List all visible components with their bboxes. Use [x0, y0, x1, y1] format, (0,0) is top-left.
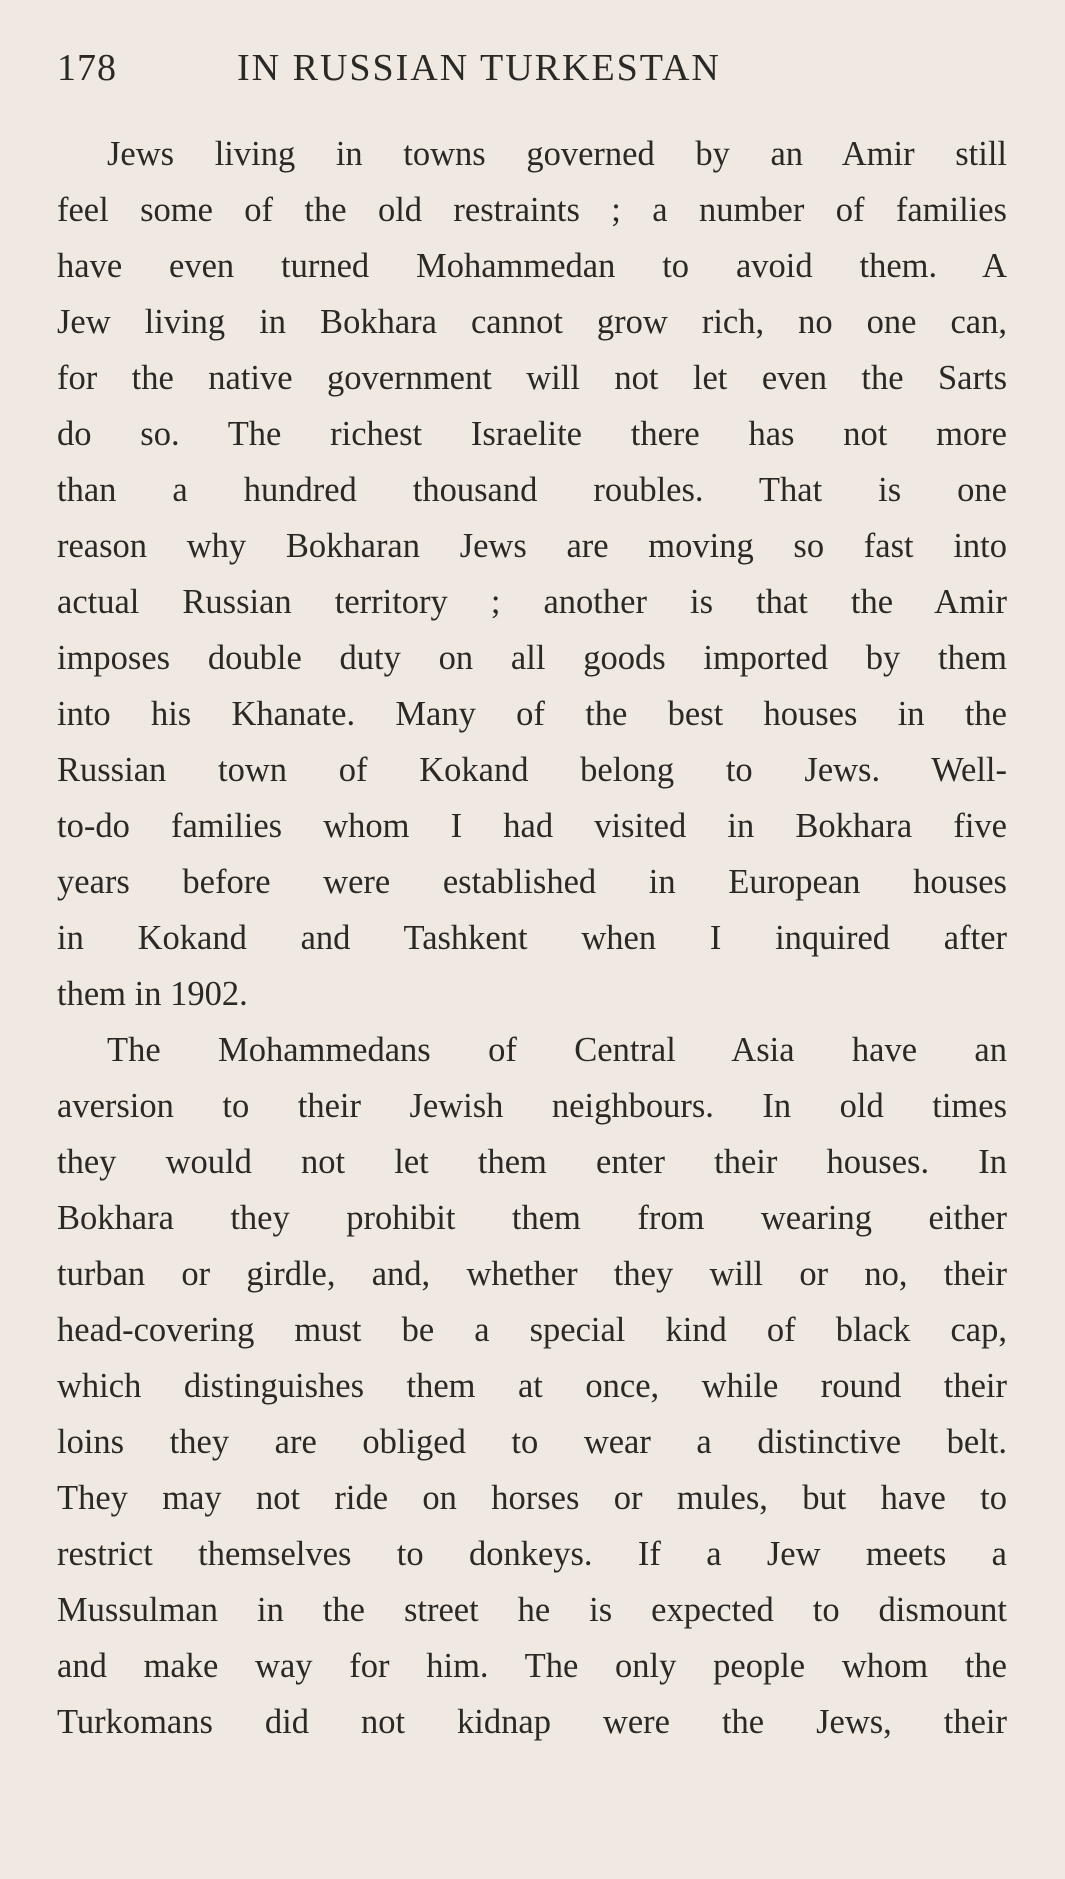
text-line: restrict themselves to donkeys. If a Jew meets a [57, 1535, 1007, 1573]
text-line: do so. The richest Israelite there has not more [57, 415, 1007, 453]
text-line: The Mohammedans of Central Asia have an [107, 1031, 1007, 1069]
text-line: which distinguishes them at once, while round their [57, 1367, 1007, 1405]
page-number: 178 [57, 47, 117, 89]
text-line: and make way for him. The only people whom the [57, 1647, 1007, 1685]
text-line: imposes double duty on all goods imported by them [57, 639, 1007, 677]
text-line: Turkomans did not kidnap were the Jews, their [57, 1703, 1007, 1741]
text-line: reason why Bokharan Jews are moving so fast into [57, 527, 1007, 565]
running-title: IN RUSSIAN TURKESTAN [237, 47, 721, 89]
text-line: to-do families whom I had visited in Bokhara five [57, 807, 1007, 845]
page-body [57, 126, 1007, 1750]
text-line: Jew living in Bokhara cannot grow rich, no one can, [57, 303, 1007, 341]
text-line: aversion to their Jewish neighbours. In old times [57, 1087, 1007, 1125]
text-line: in Kokand and Tashkent when I inquired after [57, 919, 1007, 957]
text-line: Russian town of Kokand belong to Jews. Well- [57, 751, 1007, 789]
text-line: years before were established in European houses [57, 863, 1007, 901]
text-line: have even turned Mohammedan to avoid them. A [57, 247, 1007, 285]
text-line: feel some of the old restraints ; a number of families [57, 191, 1007, 229]
text-line: actual Russian territory ; another is that the Amir [57, 583, 1007, 621]
text-line: They may not ride on horses or mules, but have to [57, 1479, 1007, 1517]
text-line: head-covering must be a special kind of black cap, [57, 1311, 1007, 1349]
text-line: than a hundred thousand roubles. That is one [57, 471, 1007, 509]
text-line: Bokhara they prohibit them from wearing either [57, 1199, 1007, 1237]
page-header [57, 46, 1007, 96]
text-line: turban or girdle, and, whether they will or no, their [57, 1255, 1007, 1293]
text-line: loins they are obliged to wear a distinctive belt. [57, 1423, 1007, 1461]
text-line: they would not let them enter their houses. In [57, 1143, 1007, 1181]
text-line: Jews living in towns governed by an Amir still [107, 135, 1007, 173]
text-line: Mussulman in the street he is expected to dismount [57, 1591, 1007, 1629]
text-line: for the native government will not let even the Sarts [57, 359, 1007, 397]
paragraph [57, 126, 1007, 1022]
text-line: them in 1902. [57, 975, 248, 1013]
text-line: into his Khanate. Many of the best houses in the [57, 695, 1007, 733]
paragraph [57, 1022, 1007, 1750]
